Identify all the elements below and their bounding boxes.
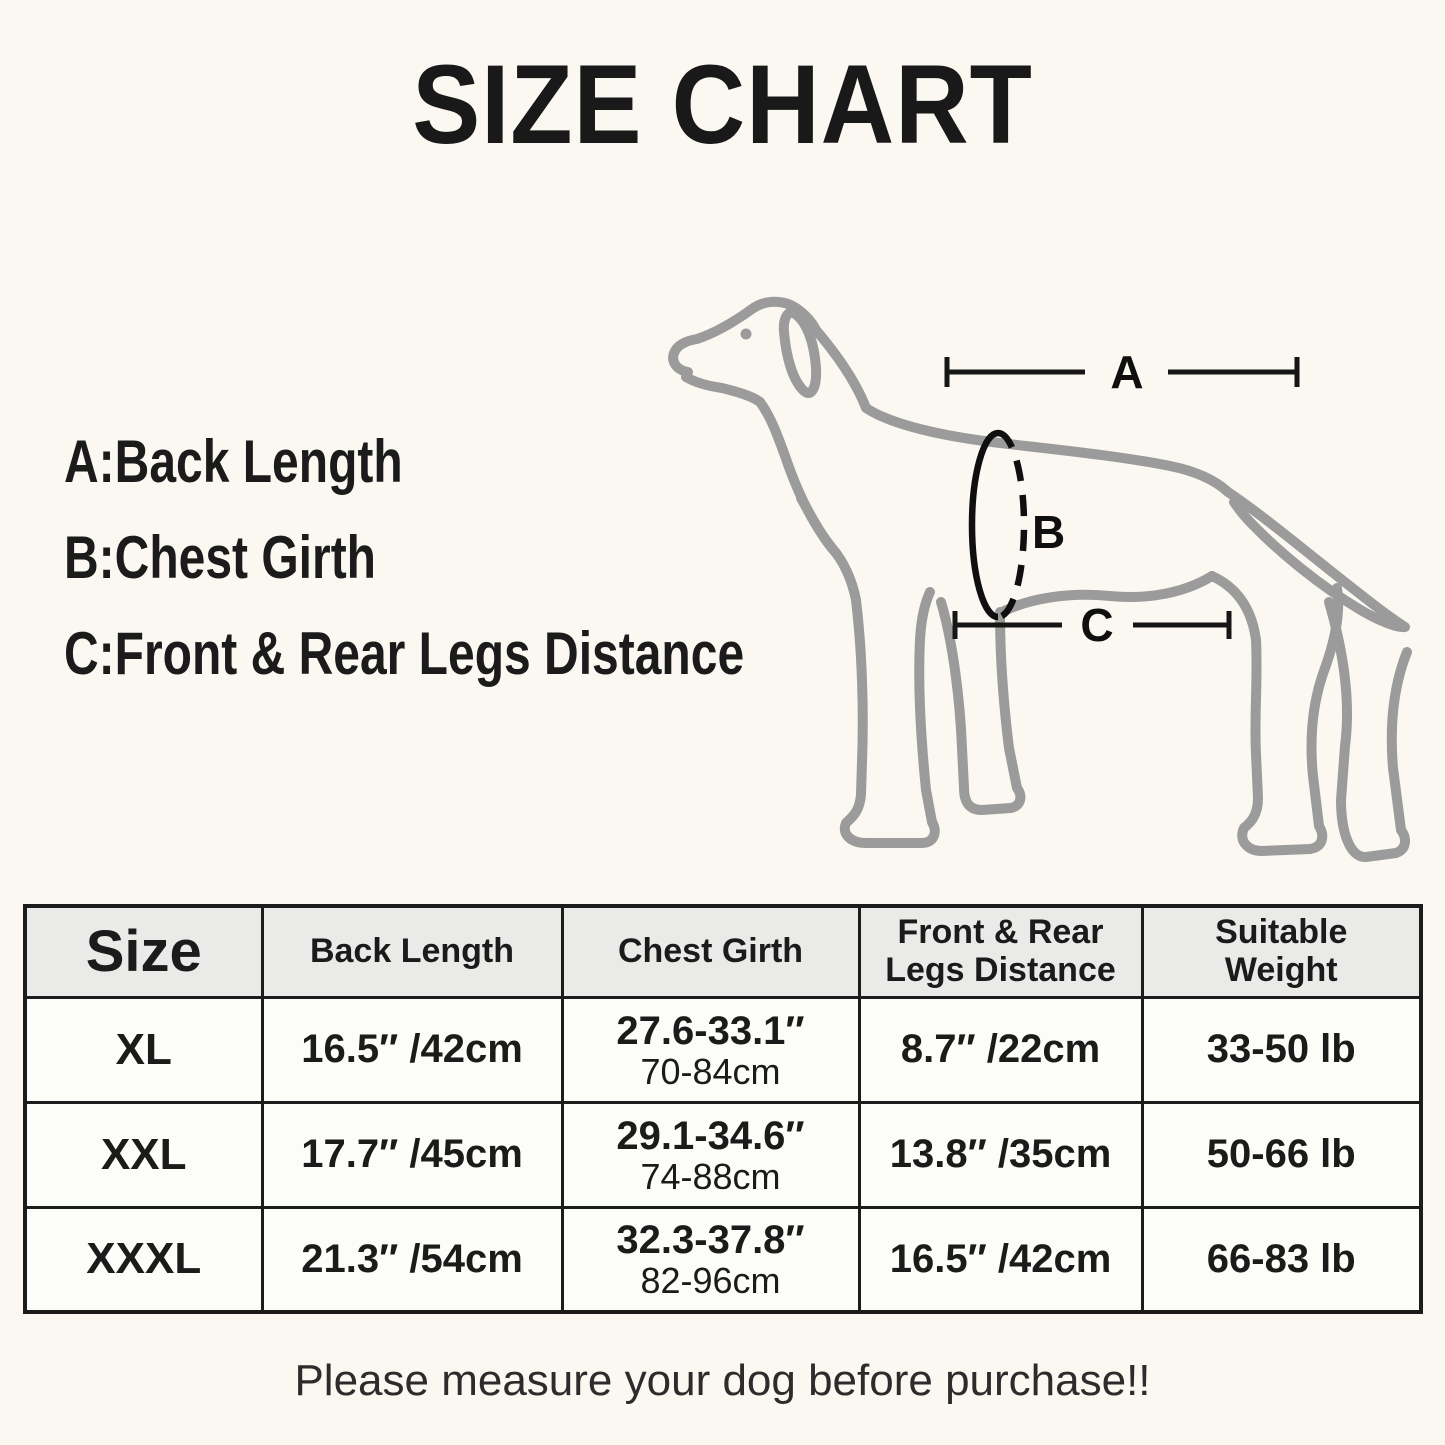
cell-back-length: 17.7″ /45cm — [262, 1102, 562, 1207]
header-size: Size — [25, 906, 262, 997]
chest-girth-cm: 70-84cm — [640, 1050, 781, 1092]
cell-legs-distance: 16.5″ /42cm — [859, 1207, 1142, 1312]
cell-legs-distance: 13.8″ /35cm — [859, 1102, 1142, 1207]
table-row-xl — [25, 997, 1421, 1102]
dog-shoulder-line — [801, 498, 836, 553]
measurement-c-label: C — [1080, 599, 1114, 651]
chest-girth-inches: 32.3-37.8″ — [616, 1218, 805, 1263]
legend-legs-distance: C:Front & Rear Legs Distance — [64, 620, 745, 687]
measurement-a — [947, 346, 1297, 398]
size-table — [23, 904, 1423, 1314]
cell-weight: 66-83 lb — [1142, 1207, 1421, 1312]
table-row-xxxl — [25, 1207, 1421, 1312]
chest-girth-inches: 29.1-34.6″ — [616, 1113, 805, 1158]
table-row-xxl — [25, 1102, 1421, 1207]
header-suitable-weight — [1142, 906, 1421, 997]
cell-back-length: 21.3″ /54cm — [262, 1207, 562, 1312]
header-back-length: Back Length — [262, 906, 562, 997]
header-chest-girth: Chest Girth — [562, 906, 859, 997]
chest-girth-ellipse-dashed — [998, 433, 1024, 617]
cell-weight: 50-66 lb — [1142, 1102, 1421, 1207]
cell-chest-girth — [562, 1102, 859, 1207]
cell-size: XXL — [25, 1102, 262, 1207]
cell-weight: 33-50 lb — [1142, 997, 1421, 1102]
cell-chest-girth — [562, 997, 859, 1102]
header-legs-distance-text: Front & Rear Legs Distance — [885, 913, 1116, 989]
chest-girth-inches: 27.6-33.1″ — [616, 1008, 805, 1053]
cell-size: XL — [25, 997, 262, 1102]
dog-tail-outline — [1228, 492, 1405, 627]
chest-girth-ellipse-solid — [972, 433, 998, 617]
measure-reminder-note: Please measure your dog before purchase!! — [294, 1356, 1151, 1405]
measurement-b — [972, 433, 1065, 617]
header-suitable-weight-text: Suitable Weight — [1215, 913, 1348, 989]
size-table-header-row — [25, 906, 1421, 997]
cell-legs-distance: 8.7″ /22cm — [859, 997, 1142, 1102]
chest-girth-cm: 82-96cm — [640, 1260, 781, 1302]
dog-measurement-diagram — [650, 280, 1445, 880]
measurement-a-label: A — [1110, 346, 1144, 398]
chest-girth-cm: 74-88cm — [640, 1155, 781, 1197]
legend-chest-girth: B:Chest Girth — [64, 524, 376, 591]
cell-chest-girth — [562, 1207, 859, 1312]
measurement-legend — [64, 414, 744, 702]
dog-far-rear-leg — [1329, 602, 1407, 857]
measurement-b-label: B — [1032, 506, 1066, 558]
dog-eye — [741, 329, 752, 340]
page-title: SIZE CHART — [412, 42, 1033, 167]
dog-front-outline — [686, 377, 935, 843]
header-legs-distance — [859, 906, 1142, 997]
cell-back-length: 16.5″ /42cm — [262, 997, 562, 1102]
legend-back-length: A:Back Length — [64, 428, 403, 495]
cell-size: XXXL — [25, 1207, 262, 1312]
